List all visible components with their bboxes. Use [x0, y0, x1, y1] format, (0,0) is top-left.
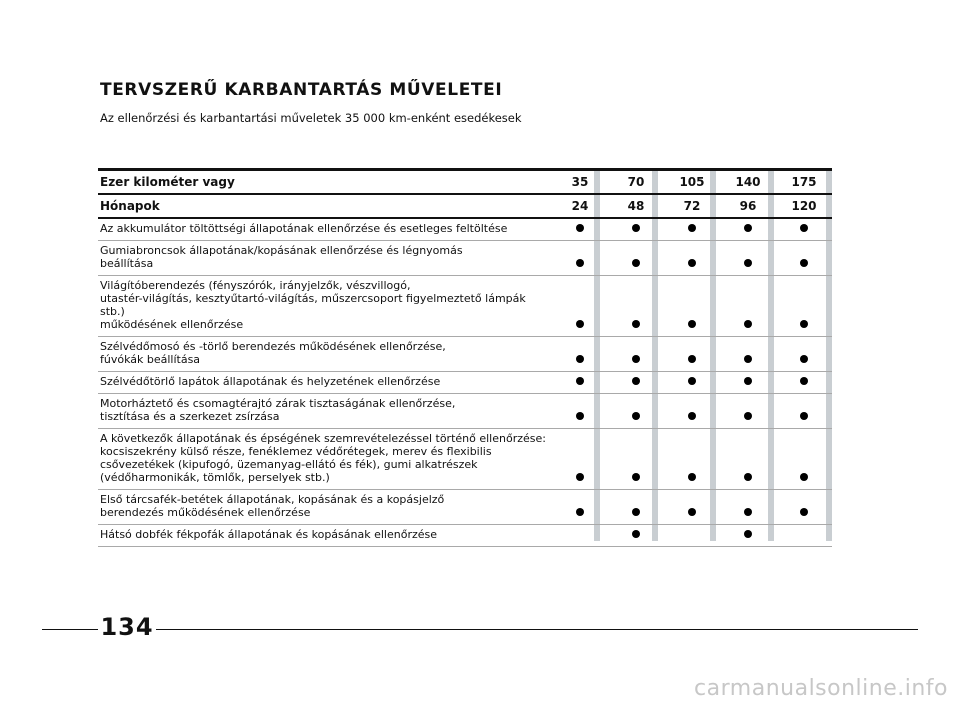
footer-rule-right	[156, 629, 918, 630]
interval-cell	[552, 541, 608, 546]
maintenance-item-text: Gumiabroncsok állapotának/kopásának ellenőrzése és légnyomás beállítása	[100, 244, 463, 270]
km-value: 140	[735, 175, 761, 189]
interval-cell	[776, 317, 832, 336]
check-dot-icon	[632, 377, 640, 385]
check-dot-icon	[800, 259, 808, 267]
check-dot-icon	[800, 224, 808, 232]
maintenance-item-text: Motorháztető és csomagtérajtó zárak tisztaságának ellenőrzése, tisztítása és a szerkezet zsírzása	[100, 397, 456, 423]
interval-cell	[664, 374, 720, 393]
check-dot-icon	[688, 508, 696, 516]
interval-cell	[552, 505, 608, 524]
interval-cell	[608, 409, 664, 428]
interval-cell	[552, 256, 608, 275]
months-value: 96	[739, 199, 757, 213]
interval-cell	[720, 317, 776, 336]
interval-cell	[776, 505, 832, 524]
check-dot-icon	[800, 355, 808, 363]
check-dot-icon	[744, 412, 752, 420]
table-row	[98, 241, 832, 276]
check-dot-icon	[632, 320, 640, 328]
check-dot-icon	[632, 259, 640, 267]
maintenance-table-body	[98, 219, 832, 547]
check-dot-icon	[576, 508, 584, 516]
km-header-row	[98, 168, 832, 195]
interval-cell	[776, 374, 832, 393]
months-value: 120	[791, 199, 817, 213]
interval-cell	[664, 470, 720, 489]
interval-cell	[552, 409, 608, 428]
interval-cell	[720, 352, 776, 371]
months-value: 72	[683, 199, 701, 213]
interval-cell	[776, 409, 832, 428]
check-dot-icon	[576, 377, 584, 385]
check-dot-icon	[688, 320, 696, 328]
check-dot-icon	[744, 259, 752, 267]
interval-cell	[720, 470, 776, 489]
interval-cell	[552, 374, 608, 393]
interval-cell	[608, 221, 664, 240]
maintenance-item-text: Hátsó dobfék fékpofák állapotának és kopásának ellenőrzése	[100, 528, 438, 541]
check-dot-icon	[576, 259, 584, 267]
interval-cell	[776, 541, 832, 546]
check-dot-icon	[688, 224, 696, 232]
interval-cell	[776, 470, 832, 489]
table-row	[98, 276, 832, 337]
page-title: TERVSZERŰ KARBANTARTÁS MŰVELETEI	[100, 80, 503, 100]
check-dot-icon	[744, 377, 752, 385]
interval-cell	[720, 256, 776, 275]
interval-cell	[552, 470, 608, 489]
interval-cell	[776, 221, 832, 240]
check-dot-icon	[800, 377, 808, 385]
table-row	[98, 219, 832, 241]
interval-cell	[664, 256, 720, 275]
maintenance-table	[98, 168, 832, 547]
maintenance-item-text: A következők állapotának és épségének szemrevételezéssel történő ellenőrzése: kocsiszekrény külső része, fenéklemez védőrétegek, merev és flexibilis csővezetékek (kipufogó, üzemanyag-ellátó és fék), gumi alkatrészek (védőharmonikák, tömlők, perselyek stb.)	[100, 432, 546, 484]
check-dot-icon	[576, 224, 584, 232]
check-dot-icon	[800, 320, 808, 328]
months-value: 48	[627, 199, 645, 213]
check-dot-icon	[576, 320, 584, 328]
km-value: 70	[627, 175, 645, 189]
interval-cell	[608, 505, 664, 524]
check-dot-icon	[688, 355, 696, 363]
check-dot-icon	[576, 473, 584, 481]
maintenance-item-text: Szélvédőmosó és -törlő berendezés működésének ellenőrzése, fúvókák beállítása	[100, 340, 446, 366]
check-dot-icon	[744, 473, 752, 481]
interval-cell	[552, 221, 608, 240]
interval-cell	[720, 409, 776, 428]
check-dot-icon	[632, 355, 640, 363]
check-dot-icon	[688, 412, 696, 420]
interval-cell	[720, 221, 776, 240]
check-dot-icon	[632, 530, 640, 538]
check-dot-icon	[632, 508, 640, 516]
watermark: carmanualsonline.info	[694, 676, 948, 701]
check-dot-icon	[744, 355, 752, 363]
maintenance-item-text: Világítóberendezés (fényszórók, irányjelzők, vészvillogó, utastér-világítás, kesztyűtartó-világítás, műszercsoport figyelmeztető lámpák stb.) működésének ellenőrzése	[100, 279, 526, 331]
check-dot-icon	[744, 320, 752, 328]
check-dot-icon	[688, 473, 696, 481]
km-header-label: Ezer kilométer vagy	[100, 174, 235, 189]
maintenance-item-text: Az akkumulátor töltöttségi állapotának ellenőrzése és esetleges feltöltése	[100, 222, 508, 235]
interval-cell	[664, 505, 720, 524]
interval-cell	[720, 505, 776, 524]
interval-cell	[664, 317, 720, 336]
table-row	[98, 337, 832, 372]
check-dot-icon	[632, 473, 640, 481]
table-row	[98, 372, 832, 394]
check-dot-icon	[576, 355, 584, 363]
check-dot-icon	[744, 530, 752, 538]
interval-cell	[608, 317, 664, 336]
interval-cell	[608, 352, 664, 371]
check-dot-icon	[632, 224, 640, 232]
km-value: 105	[679, 175, 705, 189]
check-dot-icon	[688, 377, 696, 385]
check-dot-icon	[744, 224, 752, 232]
interval-cell	[608, 256, 664, 275]
check-dot-icon	[688, 259, 696, 267]
page-subtitle: Az ellenőrzési és karbantartási műveletek 35 000 km-enként esedékesek	[100, 111, 522, 125]
interval-cell	[608, 527, 664, 546]
interval-cell	[608, 470, 664, 489]
page-number: 134	[100, 613, 154, 641]
interval-cell	[720, 527, 776, 546]
interval-cell	[552, 352, 608, 371]
check-dot-icon	[800, 508, 808, 516]
interval-cell	[776, 352, 832, 371]
check-dot-icon	[744, 508, 752, 516]
km-value: 175	[791, 175, 817, 189]
interval-cell	[664, 541, 720, 546]
interval-cell	[664, 352, 720, 371]
months-value: 24	[571, 199, 589, 213]
months-header-row	[98, 195, 832, 219]
check-dot-icon	[800, 412, 808, 420]
check-dot-icon	[800, 473, 808, 481]
interval-cell	[776, 256, 832, 275]
table-row	[98, 525, 832, 547]
interval-cell	[552, 317, 608, 336]
maintenance-item-text: Első tárcsafék-betétek állapotának, kopásának és a kopásjelző berendezés működésének ellenőrzése	[100, 493, 445, 519]
table-row	[98, 429, 832, 490]
interval-cell	[664, 409, 720, 428]
km-value: 35	[571, 175, 589, 189]
check-dot-icon	[632, 412, 640, 420]
table-row	[98, 490, 832, 525]
interval-cell	[720, 374, 776, 393]
interval-cell	[664, 221, 720, 240]
check-dot-icon	[576, 412, 584, 420]
maintenance-item-text: Szélvédőtörlő lapátok állapotának és helyzetének ellenőrzése	[100, 375, 441, 388]
months-header-label: Hónapok	[100, 198, 160, 213]
footer-rule-left	[42, 629, 98, 630]
table-row	[98, 394, 832, 429]
interval-cell	[608, 374, 664, 393]
